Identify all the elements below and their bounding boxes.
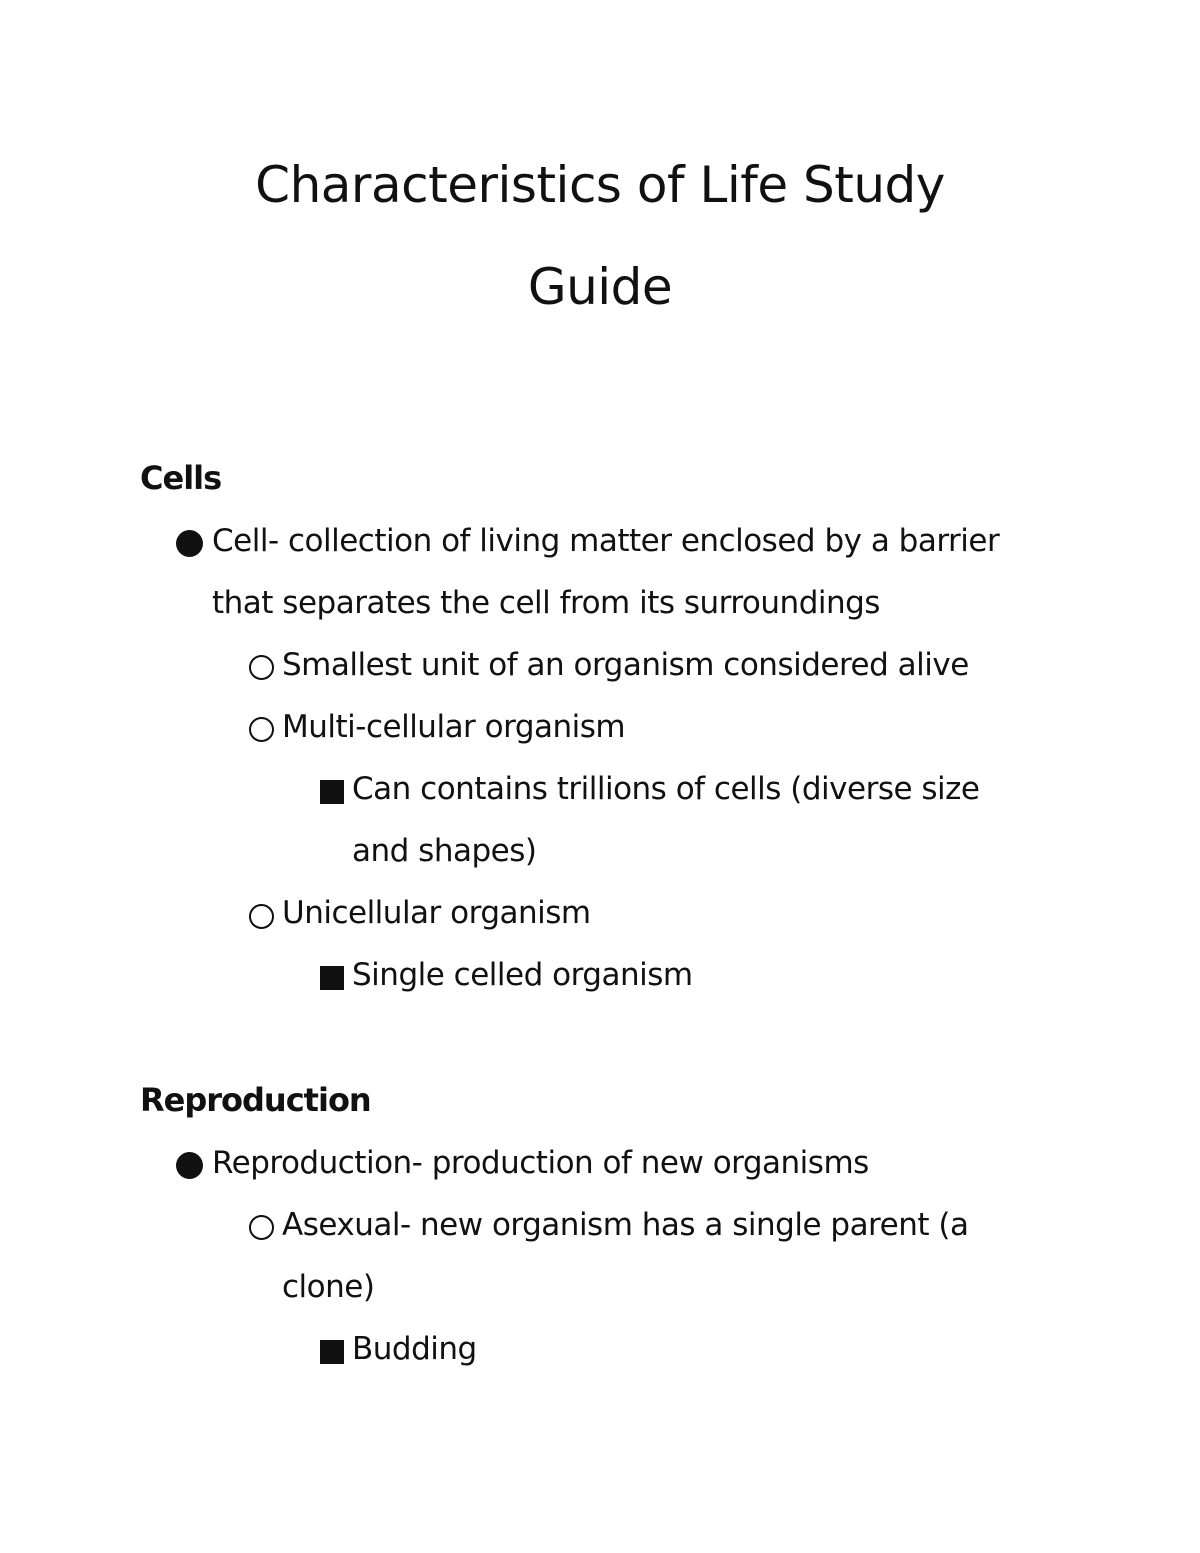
list-item-smallest-unit: Smallest unit of an organism considered alive: [282, 647, 969, 683]
list-item-single-celled: Single celled organism: [352, 957, 693, 993]
document-title-line-2: Guide: [527, 258, 673, 316]
bullet-circle-icon: [249, 1215, 274, 1240]
bullet-disc-icon: [176, 1152, 203, 1179]
bullet-square-icon: [320, 966, 344, 990]
list-item-multicellular: Multi-cellular organism: [282, 709, 626, 745]
bullet-circle-icon: [249, 717, 274, 742]
bullet-square-icon: [320, 780, 344, 804]
bullet-disc-icon: [176, 530, 203, 557]
list-item-cell-line-1: Cell- collection of living matter enclosed by a barrier: [212, 523, 1000, 559]
section-heading-reproduction: Reproduction: [140, 1081, 371, 1119]
document-title-line-1: Characteristics of Life Study: [255, 156, 945, 214]
list-item-budding: Budding: [352, 1331, 477, 1367]
list-item-trillions-line-1: Can contains trillions of cells (diverse size: [352, 771, 980, 807]
list-item-asexual-line-1: Asexual- new organism has a single parent (a: [282, 1207, 969, 1243]
bullet-circle-icon: [249, 904, 274, 929]
list-item-cell-line-2: that separates the cell from its surroundings: [212, 585, 880, 621]
bullet-square-icon: [320, 1340, 344, 1364]
list-item-asexual-line-2: clone): [282, 1269, 375, 1305]
section-heading-cells: Cells: [140, 459, 222, 497]
bullet-circle-icon: [249, 655, 274, 680]
list-item-trillions-line-2: and shapes): [352, 833, 537, 869]
list-item-reproduction: Reproduction- production of new organisms: [212, 1145, 869, 1181]
list-item-unicellular: Unicellular organism: [282, 895, 591, 931]
